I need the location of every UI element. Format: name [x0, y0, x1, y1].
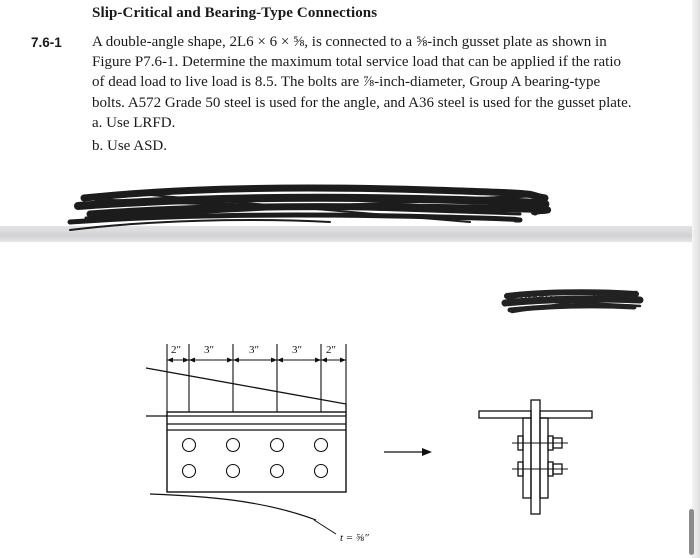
- problem-number: 7.6-1: [31, 35, 62, 50]
- page-number: 465: [590, 293, 609, 305]
- page-header-label: Problems: [520, 293, 571, 305]
- part-a-lrfd: a. Use LRFD.: [92, 115, 176, 131]
- problem-line: bolts. A572 Grade 50 steel is used for the angle, and A36 steel is used for the gusset plate.: [92, 94, 632, 111]
- gusset-plate-end: [531, 400, 540, 514]
- bolt-hole: [183, 439, 196, 452]
- bolt-hole: [315, 465, 328, 478]
- part-b-asd: b. Use ASD.: [92, 138, 168, 154]
- problem-line: of dead load to live load is 8.5. The bolts are ⅞-inch-diameter, Group A bearing-type: [92, 74, 601, 91]
- dimension-label: 2″: [326, 344, 337, 356]
- gusset-plate-edge: [146, 368, 346, 412]
- end-view: [479, 400, 592, 514]
- section-title: Slip-Critical and Bearing-Type Connections: [92, 5, 378, 21]
- scrollbar-thumb[interactable]: [689, 509, 694, 555]
- dimension-label: 3″: [292, 344, 303, 356]
- bolt-hole: [183, 465, 196, 478]
- bolt-hole: [227, 439, 240, 452]
- bolt-hole: [227, 465, 240, 478]
- bolt-hole: [315, 439, 328, 452]
- angle-vertical-leg-left: [523, 418, 531, 498]
- thickness-label: t = ⅝″: [340, 532, 369, 544]
- load-arrowhead: [422, 448, 432, 456]
- dimension-label: 3″: [204, 344, 215, 356]
- bolt-hole: [271, 465, 284, 478]
- thickness-leader: [314, 520, 336, 534]
- dimension-label: 3″: [249, 344, 260, 356]
- dimension-label: 2″: [171, 344, 182, 356]
- angle-vertical-leg-right: [540, 418, 548, 498]
- gusset-plate-lower-edge: [150, 494, 316, 520]
- angle-horizontal-leg-left: [479, 411, 531, 418]
- bolt-hole: [271, 439, 284, 452]
- angle-horizontal-leg-right: [540, 411, 592, 418]
- problem-line: Figure P7.6-1. Determine the maximum total service load that can be applied if the ratio: [92, 54, 622, 71]
- problem-line: A double-angle shape, 2L6 × 6 × ⅝, is connected to a ⅝-inch gusset plate as shown in: [92, 34, 607, 50]
